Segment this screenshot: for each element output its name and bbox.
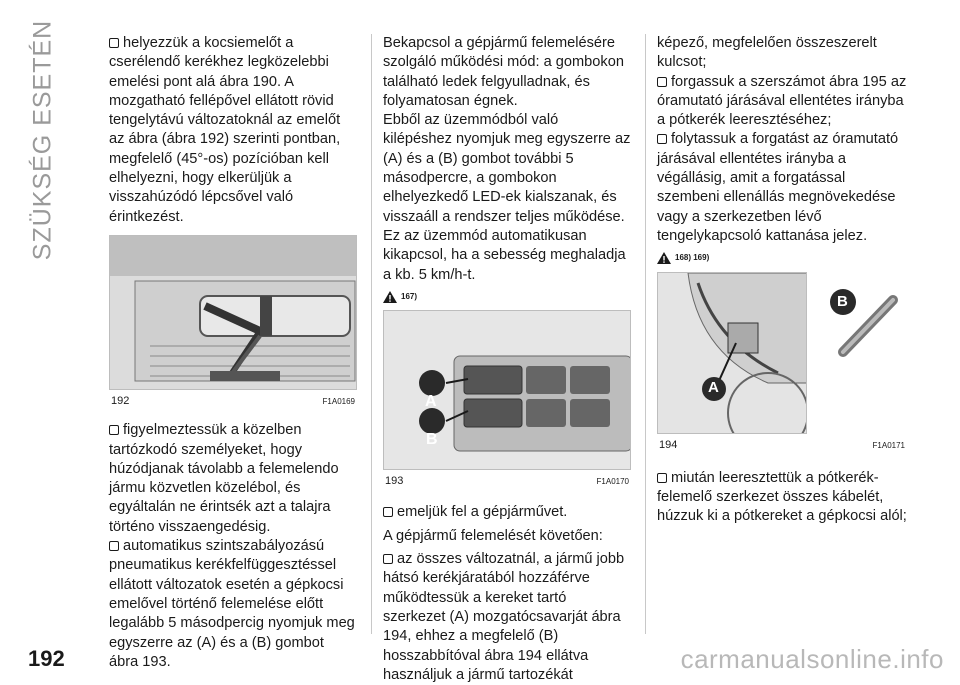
extension-rod-illustration <box>813 280 905 360</box>
paragraph: miután leeresztettük a pótkerék-felemelő szerkezet összes kábelét, húzzuk ki a pótkereket a gépkocsi alól; <box>657 469 907 525</box>
section-title: SZÜKSÉG ESETÉN <box>28 19 57 261</box>
bullet-icon <box>657 473 667 483</box>
jack-illustration <box>110 236 357 390</box>
figure-194 <box>657 272 807 434</box>
figure-caption: 192 F1A0169 <box>111 394 355 407</box>
figure-caption: 194 F1A0171 <box>659 438 905 451</box>
column-divider <box>645 34 646 634</box>
warning-reference: 168) 169) <box>657 248 907 267</box>
paragraph: Bekapcsol a gépjármű felemelésére szolgáló működési mód: a gombokon található ledek felgyulladnak, és folyamatosan égnek. <box>383 35 624 109</box>
bullet-icon <box>657 77 667 87</box>
watermark: carmanualsonline.info <box>680 644 944 674</box>
figure-caption: 193 F1A0170 <box>385 475 629 488</box>
callout-label-b: B <box>426 431 438 449</box>
paragraph: forgassuk a szerszámot ábra 195 az óramutató járásával ellentétes irányba a pótkerék leeresztéséhez; <box>657 73 907 129</box>
column-divider <box>371 34 372 634</box>
bullet-icon <box>109 38 119 48</box>
bullet-icon <box>383 507 393 517</box>
paragraph: A gépjármű felemelését követően: <box>383 527 603 544</box>
page-number: 192 <box>28 646 65 671</box>
column-1 <box>109 34 357 672</box>
figure-193 <box>383 310 631 470</box>
paragraph: automatikus szintszabályozású pneumatikus kerékfelfüggesztéssel ellátott változatok esetén a gépkocsi emelővel történő felemelése előtt legalább 5 másodpercig nyomjuk meg egyszerre az (A) és a (B) gombot ábra 193. <box>109 538 355 670</box>
bullet-icon <box>383 554 393 564</box>
paragraph: helyezzük a kocsiemelőt a cserélendő kerékhez legközelebbi emelési pont alá ábra 190. A mozgatható fellépővel ellátott rövid tengelytávú változatoknál az emelőt az ábra (ábra 192) szerinti pontban, megfelelő (45°-os) pozícióban kell elhelyezni, hogy elkerüljük a visszahúzódó lépcsővel való érintkezést. <box>109 35 341 225</box>
paragraph: folytassuk a forgatást az óramutató járásával ellentétes irányba a végállásig, amit a forgatással szembeni ellenállás megnövekedése vagy a szerkezetben lévő tengelykapcsoló kattanása jelez. <box>657 131 899 244</box>
warning-reference: 167) <box>383 287 631 306</box>
paragraph: emeljük fel a gépjárművet. <box>383 503 631 522</box>
bullet-icon <box>657 134 667 144</box>
column-2 <box>383 34 631 685</box>
figure-192 <box>109 235 357 390</box>
column-3 <box>657 34 907 527</box>
callout-label-a: A <box>708 378 719 396</box>
warning-icon <box>657 252 671 264</box>
callout-label-b: B <box>837 293 848 310</box>
bullet-icon <box>109 541 119 551</box>
paragraph: figyelmeztessük a közelben tartózkodó személyeket, hogy húzódjanak távolabb a felemelendo jármu közvetlen közelébol, és egyáltalán ne érintsék azt a talajra történo visszaengedésig. <box>109 422 339 535</box>
button-panel-illustration <box>384 311 631 470</box>
warning-icon <box>383 291 397 303</box>
callout-label-a: A <box>425 393 437 411</box>
paragraph: Ebből az üzemmódból való kilépéshez nyomjuk meg egyszerre az (A) és a (B) gombot további 5 másodpercre, a gombokon elhelyezkedő LED-ek kialszanak, és visszaáll a rendszer teljes működése. Ez az üzemmód automatikusan kikapcsol, ha a sebesség meghaladja a kb. 5 km/h-t. <box>383 112 631 283</box>
spare-wheel-tool-illustration <box>658 273 807 434</box>
paragraph: képező, megfelelően összeszerelt kulcsot; <box>657 35 877 71</box>
bullet-icon <box>109 425 119 435</box>
paragraph: az összes változatnál, a jármű jobb hátsó kerékjáratából hozzáférve működtessük a kereket tartó szerkezet (A) mozgatócsavarját ábra 194, ehhez a megfelelő (B) hosszabbítóval ábra 194 ellátva használjuk a jármű tartozékát <box>383 551 625 683</box>
